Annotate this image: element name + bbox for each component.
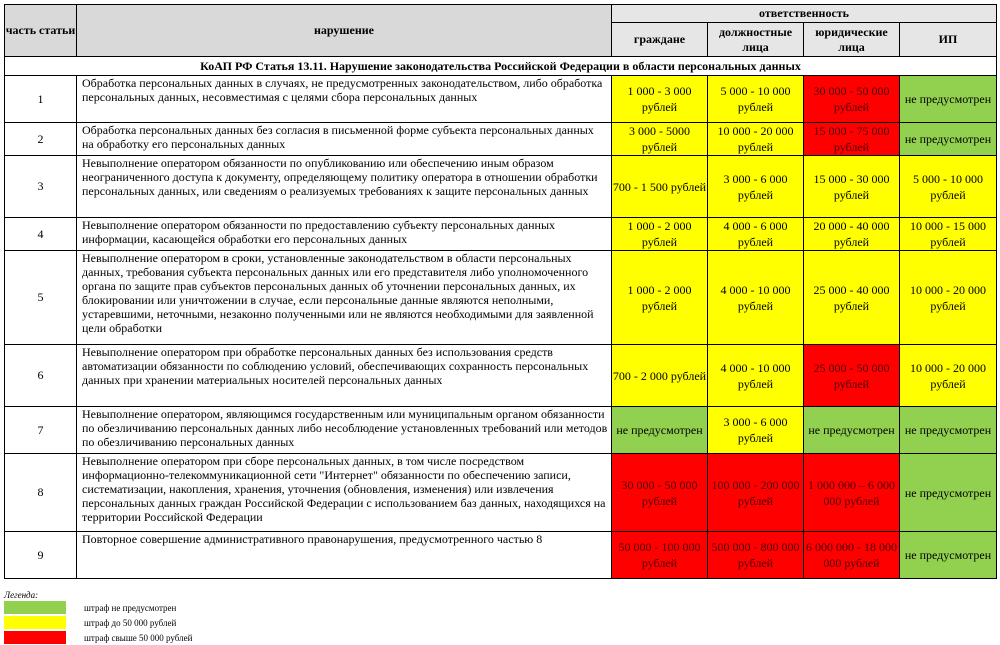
row-part-number: 7 [5, 407, 77, 454]
fine-cell: 6 000 000 - 18 000 000 рублей [804, 532, 900, 579]
fine-cell: 50 000 - 100 000 рублей [612, 532, 708, 579]
fine-cell: 10 000 - 20 000 рублей [900, 251, 997, 345]
row-violation-text: Невыполнение оператором в сроки, установленные законодательством в области персональных данных, требования субъекта персональных данных или его представителя либо уполномоченного органа по защите прав субъектов персональных данных об уточнении персональных данных, их блокировании или уничтожении в случае, если персональные данные являются неполными, устаревшими, неточными, незаконно полученными или не являются необходимыми для заявленной цели обработки [77, 251, 612, 345]
fine-cell: 15 000 - 30 000 рублей [804, 156, 900, 218]
fines-table-page [4, 4, 996, 579]
fine-cell: не предусмотрен [900, 123, 997, 156]
fine-cell: 15 000 - 75 000 рублей [804, 123, 900, 156]
table-row [5, 76, 997, 123]
row-violation-text: Невыполнение оператором при обработке персональных данных без использования средств автоматизации обязанности по соблюдению условий, обеспечивающих сохранность персональных данных при хранении материальных носителей персональных данных [77, 345, 612, 407]
legend-label: штраф не предусмотрен [84, 602, 177, 613]
row-violation-text: Невыполнение оператором при сборе персональных данных, в том числе посредством информационно-телекоммуникационной сети "Интернет" обязанности по обеспечению записи, систематизации, накопления, хранения, уточнения (обновления, изменения) или извлечения персональных данных граждан Российской Федерации с использованием баз данных, находящихся на территории Российской Федерации [77, 454, 612, 532]
legend [4, 600, 192, 645]
fine-cell: 10 000 - 20 000 рублей [900, 345, 997, 407]
fine-cell: 1 000 000 – 6 000 000 рублей [804, 454, 900, 532]
table-title: КоАП РФ Статья 13.11. Нарушение законодательства Российской Федерации в области персональных данных [5, 57, 997, 76]
legend-title: Легенда: [4, 590, 39, 600]
fine-cell: 10 000 - 15 000 рублей [900, 218, 997, 251]
fines-table-body [5, 57, 997, 579]
row-part-number: 4 [5, 218, 77, 251]
header-responsibility: ответственность [612, 5, 997, 23]
table-row [5, 345, 997, 407]
fine-cell: 5 000 - 10 000 рублей [708, 76, 804, 123]
fine-cell: не предусмотрен [900, 454, 997, 532]
table-row [5, 251, 997, 345]
fine-cell: 500 000 - 800 000 рублей [708, 532, 804, 579]
table-row [5, 407, 997, 454]
fine-cell: 3 000 - 5000 рублей [612, 123, 708, 156]
row-violation-text: Обработка персональных данных без согласия в письменной форме субъекта персональных данных на обработку его персональных данных [77, 123, 612, 156]
row-part-number: 9 [5, 532, 77, 579]
row-part-number: 2 [5, 123, 77, 156]
fine-cell: 25 000 - 40 000 рублей [804, 251, 900, 345]
table-row [5, 454, 997, 532]
fine-cell: 25 000 - 50 000 рублей [804, 345, 900, 407]
row-violation-text: Невыполнение оператором, являющимся государственным или муниципальным органом обязанности по обезличиванию персональных данных либо несоблюдение установленных требований или методов по обезличиванию персональных данных [77, 407, 612, 454]
table-row [5, 156, 997, 218]
row-part-number: 1 [5, 76, 77, 123]
fine-cell: 100 000 - 200 000 рублей [708, 454, 804, 532]
fine-cell: не предусмотрен [804, 407, 900, 454]
legend-item [4, 600, 192, 615]
header-group-officials: должностные лица [708, 23, 804, 57]
fine-cell: не предусмотрен [900, 76, 997, 123]
row-violation-text: Невыполнение оператором обязанности по опубликованию или обеспечению иным образом неограниченного доступа к документу, определяющему политику оператора в отношении обработки персональных данных, или сведениям о реализуемых требованиях к защите персональных данных [77, 156, 612, 218]
header-violation: нарушение [77, 5, 612, 57]
legend-label: штраф до 50 000 рублей [84, 617, 177, 628]
row-part-number: 8 [5, 454, 77, 532]
fine-cell: 1 000 - 2 000 рублей [612, 218, 708, 251]
fine-cell: 4 000 - 10 000 рублей [708, 345, 804, 407]
fine-cell: 30 000 - 50 000 рублей [804, 76, 900, 123]
header-group-citizens: граждане [612, 23, 708, 57]
fine-cell: 700 - 1 500 рублей [612, 156, 708, 218]
row-violation-text: Повторное совершение административного правонарушения, предусмотренного частью 8 [77, 532, 612, 579]
fine-cell: 10 000 - 20 000 рублей [708, 123, 804, 156]
fine-cell: не предусмотрен [900, 532, 997, 579]
row-part-number: 3 [5, 156, 77, 218]
fine-cell: 5 000 - 10 000 рублей [900, 156, 997, 218]
fines-table [4, 4, 997, 579]
fine-cell: 1 000 - 3 000 рублей [612, 76, 708, 123]
legend-item [4, 615, 192, 630]
table-row [5, 123, 997, 156]
fine-cell: 20 000 - 40 000 рублей [804, 218, 900, 251]
table-row [5, 218, 997, 251]
fine-cell: 1 000 - 2 000 рублей [612, 251, 708, 345]
fine-cell: 3 000 - 6 000 рублей [708, 156, 804, 218]
legend-swatch [4, 616, 66, 629]
fine-cell: 700 - 2 000 рублей [612, 345, 708, 407]
header-part: часть статьи [5, 5, 77, 57]
fine-cell: 4 000 - 6 000 рублей [708, 218, 804, 251]
fine-cell: не предусмотрен [612, 407, 708, 454]
fine-cell: 30 000 - 50 000 рублей [612, 454, 708, 532]
legend-item [4, 630, 192, 645]
header-group-ip: ИП [900, 23, 997, 57]
row-violation-text: Невыполнение оператором обязанности по предоставлению субъекту персональных данных информации, касающейся обработки его персональных данных [77, 218, 612, 251]
fine-cell: 3 000 - 6 000 рублей [708, 407, 804, 454]
fine-cell: 4 000 - 10 000 рублей [708, 251, 804, 345]
row-violation-text: Обработка персональных данных в случаях, не предусмотренных законодательством, либо обработка персональных данных, несовместимая с целями сбора персональных данных [77, 76, 612, 123]
row-part-number: 5 [5, 251, 77, 345]
table-row [5, 532, 997, 579]
row-part-number: 6 [5, 345, 77, 407]
header-group-legal-entities: юридические лица [804, 23, 900, 57]
legend-label: штраф свыше 50 000 рублей [84, 632, 193, 643]
legend-swatch [4, 601, 66, 614]
legend-swatch [4, 631, 66, 644]
fine-cell: не предусмотрен [900, 407, 997, 454]
